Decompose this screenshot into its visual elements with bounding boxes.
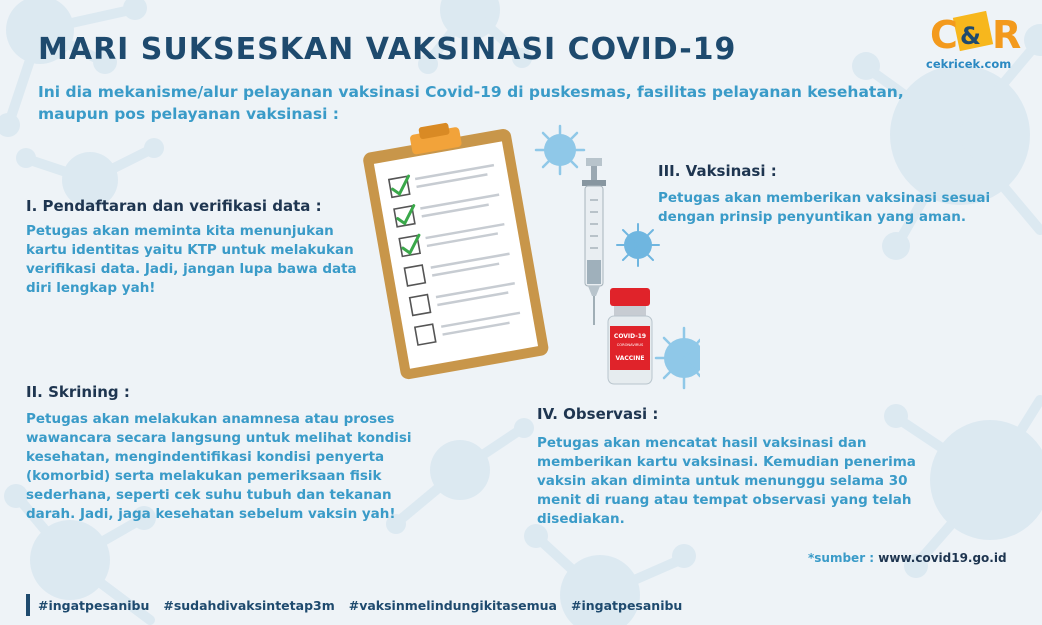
hashtag: #vaksinmelindungikitasemua xyxy=(348,597,557,613)
hashtag: #ingatpesanibu xyxy=(570,597,683,613)
source-label: *sumber : xyxy=(808,551,875,565)
vial-top-text: COVID-19 xyxy=(613,333,647,340)
section-1-body: Petugas akan meminta kita menunjukan kartu identitas yaitu KTP untuk melakukan verifikasi data. Jadi, jangan lupa bawa data diri lengkap yah! xyxy=(26,223,357,296)
section-3-body: Petugas akan memberikan vaksinasi sesuai dengan prinsip penyuntikan yang aman. xyxy=(658,190,991,225)
logo-site-text: cekricek.com xyxy=(926,57,1012,71)
clipboard-icon xyxy=(360,120,550,380)
svg-text:&: & xyxy=(960,22,981,50)
vaccine-vial-icon xyxy=(608,288,652,384)
virus-icon xyxy=(656,328,700,388)
section-2-body: Petugas akan melakukan anamnesa atau proses wawancara secara langsung untuk melihat kondisi kesehatan, mengindentifikasi kondisi penyerta (komorbid) serta melakukan pemeriksaan fisik sederhana, seperti cek suhu tubuh dan tekanan darah. Jadi, jaga kesehatan sebelum vaksin yah! xyxy=(26,411,412,522)
section-4-title: IV. Observasi : xyxy=(537,405,659,423)
vial-label-text: VACCINE xyxy=(615,355,645,362)
section-4-body: Petugas akan mencatat hasil vaksinasi dan memberikan kartu vaksinasi. Kemudian penerima vaksin akan diminta untuk menunggu selama 30 menit di ruang atau tempat observasi yang telah disediakan. xyxy=(537,435,916,527)
section-3-title: III. Vaksinasi : xyxy=(658,162,777,180)
vaccination-illustration xyxy=(360,120,700,400)
virus-icon xyxy=(536,126,584,174)
syringe-icon xyxy=(582,158,606,325)
hashtag: #ingatpesanibu xyxy=(38,597,150,613)
virus-icon xyxy=(617,224,659,266)
section-1-title: I. Pendaftaran dan verifikasi data : xyxy=(26,197,322,215)
svg-text:C: C xyxy=(930,13,958,57)
intro-text: Ini dia mekanisme/alur pelayanan vaksinasi Covid-19 di puskesmas, fasilitas pelayanan kesehatan, maupun pos pelayanan vaksinasi : xyxy=(38,83,904,123)
source-credit xyxy=(808,551,1007,565)
source-url: www.covid19.go.id xyxy=(878,551,1007,565)
hashtag-bar xyxy=(26,594,682,616)
page-title: MARI SUKSESKAN VAKSINASI COVID-19 xyxy=(38,32,737,67)
svg-text:R: R xyxy=(992,13,1022,57)
section-2-title: II. Skrining : xyxy=(26,383,130,401)
hashtag: #sudahdivaksintetap3m xyxy=(163,597,335,613)
vial-sub-text: CORONAVIRUS xyxy=(616,343,644,347)
